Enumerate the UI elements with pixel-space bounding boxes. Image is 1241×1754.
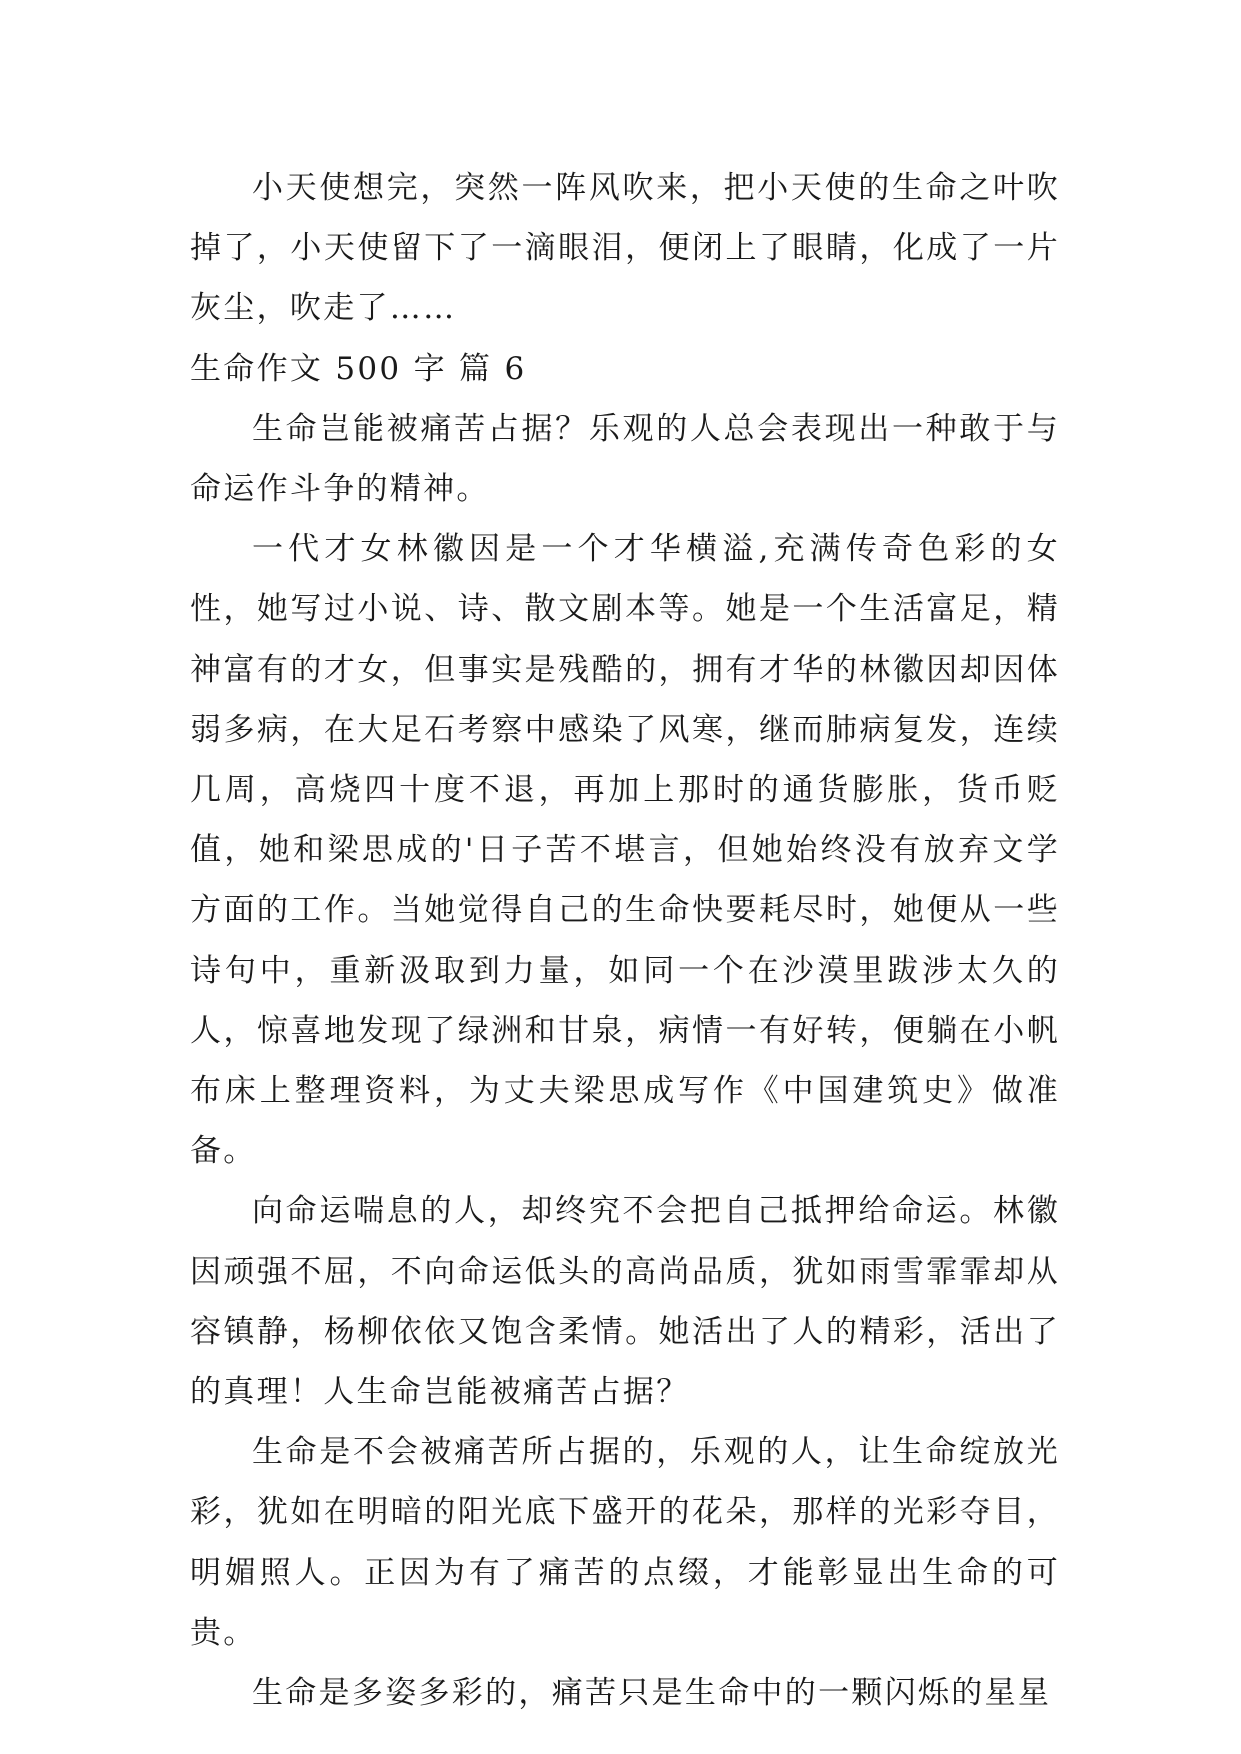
- paragraph-colorful-life: 生命是多姿多彩的，痛苦只是生命中的一颗闪烁的星星: [252, 1675, 1052, 1712]
- paragraph-lin-huiyin: 一代才女林徽因是一个才华横溢,充满传奇色彩的女性，她写过小说、诗、散文剧本等。她是一个生活富足，精神富有的才女，但事实是残酷的，拥有才华的林徽因却因体弱多病，在大足石考察中感染了风寒，继而肺病复发，连续几周，高烧四十度不退，再加上那时的通货膨胀，货币贬值，她和梁思成的'日子苦不堪言，但她始终没有放弃文学方面的工作。当她觉得自己的生命快要耗尽时，她便从一些诗句中，重新汲取到力量，如同一个在沙漠里跋涉太久的人，惊喜地发现了绿洲和甘泉，病情一有好转，便躺在小帆布床上整理资料，为丈夫梁思成写作《中国建筑史》做准备。: [190, 531, 1060, 1170]
- paragraph-angel-ending: 小天使想完，突然一阵风吹来，把小天使的生命之叶吹掉了，小天使留下了一滴眼泪，便闭上了眼睛，化成了一片灰尘，吹走了……: [190, 170, 1060, 327]
- paragraph-fate: 向命运喘息的人，却终究不会把自己抵押给命运。林徽因顽强不屈，不向命运低头的高尚品质，犹如雨雪霏霏却从容镇静，杨柳依依又饱含柔情。她活出了人的精彩，活出了的真理！人生命岂能被痛苦占据？: [190, 1193, 1060, 1411]
- document-body: [190, 158, 1060, 1723]
- paragraph-optimism: 生命是不会被痛苦所占据的，乐观的人，让生命绽放光彩，犹如在明暗的阳光底下盛开的花朵，那样的光彩夺目，明媚照人。正因为有了痛苦的点缀，才能彰显出生命的可贵。: [190, 1434, 1060, 1651]
- section-heading: 生命作文 500 字 篇 6: [190, 350, 527, 387]
- paragraph-intro: 生命岂能被痛苦占据？乐观的人总会表现出一种敢于与命运作斗争的精神。: [190, 410, 1060, 508]
